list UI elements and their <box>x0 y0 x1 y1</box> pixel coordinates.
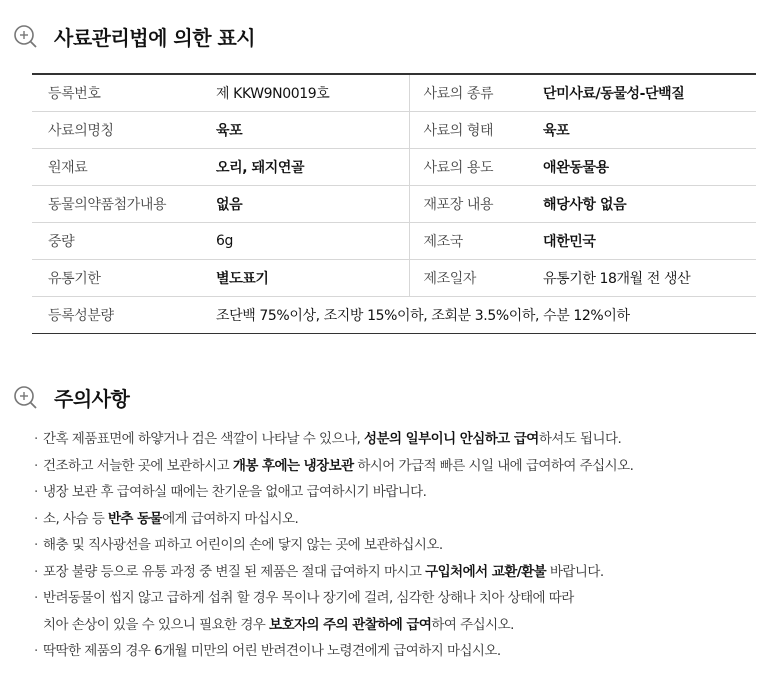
row-value: 별도표기 <box>216 260 409 297</box>
row-value: 없음 <box>216 186 409 223</box>
table-row <box>32 297 756 334</box>
row-value: 단미사료/동물성-단백질 <box>543 74 756 112</box>
feed-label-table <box>32 73 756 334</box>
row-label: 재포장 내용 <box>409 186 543 223</box>
note-text: 하셔도 됩니다. <box>538 431 622 447</box>
row-value: 대한민국 <box>543 223 756 260</box>
table-row <box>32 112 756 149</box>
caution-list <box>34 426 768 665</box>
row-label: 동물의약품첨가내용 <box>32 186 216 223</box>
note-text: 냉장 보관 후 급여하실 때에는 찬기운을 없애고 급여하시기 바랍니다. <box>43 484 427 500</box>
zoom-in-icon <box>12 23 40 51</box>
note-text: 해충 및 직사광선을 피하고 어린이의 손에 닿지 않는 곳에 보관하십시오. <box>43 537 443 553</box>
list-item <box>34 479 768 506</box>
note-text: 하여 주십시오. <box>431 616 514 633</box>
emphasis-text: 성분의 일부이니 안심하고 급여 <box>363 431 539 447</box>
table-row <box>32 186 756 223</box>
emphasis-text: 반추 동물 <box>107 510 163 527</box>
section-header-feed-label <box>12 22 255 51</box>
list-item <box>34 612 768 639</box>
row-label: 등록번호 <box>32 74 216 112</box>
row-value: 6g <box>216 223 409 260</box>
note-text: 건조하고 서늘한 곳에 보관하시고 <box>43 457 233 474</box>
row-label: 제조일자 <box>409 260 543 297</box>
row-label: 유통기한 <box>32 260 216 297</box>
table-row <box>32 260 756 297</box>
row-label: 등록성분량 <box>48 308 114 324</box>
row-value: 제 KKW9N0019호 <box>216 74 409 112</box>
section-header-caution <box>12 383 129 412</box>
row-label: 사료의명칭 <box>32 112 216 149</box>
section-title: 사료관리법에 의한 표시 <box>54 26 256 50</box>
emphasis-text: 구입처에서 교환/환불 <box>425 563 547 580</box>
emphasis-text: 보호자의 주의 관찰하에 급여 <box>269 616 432 633</box>
list-item <box>34 532 768 559</box>
row-value: 오리, 돼지연골 <box>216 149 409 186</box>
zoom-in-icon <box>12 384 40 412</box>
section-title: 주의사항 <box>54 387 130 411</box>
row-label: 사료의 용도 <box>409 149 543 186</box>
note-text: 소, 사슴 등 <box>43 510 108 527</box>
note-text: 딱딱한 제품의 경우 6개월 미만의 어린 반려견이나 노령견에게 급여하지 마십시오. <box>43 643 501 659</box>
row-value: 유통기한 18개월 전 생산 <box>543 260 756 297</box>
note-text: 간혹 제품표면에 하얗거나 검은 색깔이 나타날 수 있으나, <box>43 431 364 447</box>
note-text: 반려동물이 씹지 않고 급하게 섭취 할 경우 목이나 장기에 걸려, 심각한 상해나 치아 상태에 따라 <box>43 590 574 606</box>
table-row <box>32 223 756 260</box>
row-value: 육포 <box>543 112 756 149</box>
emphasis-text: 개봉 후에는 냉장보관 <box>232 457 354 474</box>
list-item <box>34 506 768 533</box>
note-text: 치아 손상이 있을 수 있으니 필요한 경우 <box>43 616 270 633</box>
list-item <box>34 585 768 612</box>
row-label: 사료의 종류 <box>409 74 543 112</box>
row-value: 조단백 75%이상, 조지방 15%이하, 조회분 3.5%이하, 수분 12%이하 <box>216 308 630 324</box>
list-item <box>34 453 768 480</box>
list-item <box>34 426 768 453</box>
note-text: 바랍니다. <box>546 563 604 580</box>
row-label: 중량 <box>32 223 216 260</box>
row-label: 제조국 <box>409 223 543 260</box>
note-text: 하시어 가급적 빠른 시일 내에 급여하여 주십시오. <box>353 457 634 474</box>
note-text: 포장 불량 등으로 유통 과정 중 변질 된 제품은 절대 급여하지 마시고 <box>43 563 426 580</box>
note-text: 에게 급여하지 마십시오. <box>162 510 299 527</box>
list-item <box>34 559 768 586</box>
row-value: 해당사항 없음 <box>543 186 756 223</box>
table-row <box>32 74 756 112</box>
row-value: 육포 <box>216 112 409 149</box>
list-item <box>34 638 768 665</box>
row-label: 원재료 <box>32 149 216 186</box>
row-label: 사료의 형태 <box>409 112 543 149</box>
table-row <box>32 149 756 186</box>
row-value: 애완동물용 <box>543 149 756 186</box>
